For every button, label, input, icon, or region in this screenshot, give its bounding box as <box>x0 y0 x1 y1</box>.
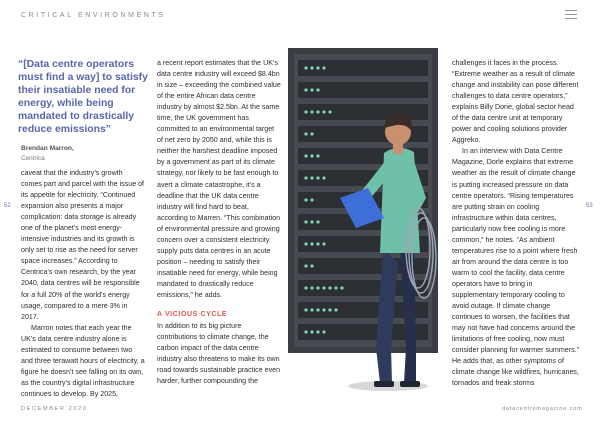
paragraph: Marron notes that each year the UK’s data centre industry alone is estimated to consume between two and three terawatt hours of electricity, a figure he doesn’t see falling on its own, as the country’s digital infrastructure continues to develop. By 2025, <box>21 323 145 398</box>
section-header: CRITICAL ENVIRONMENTS <box>21 12 166 19</box>
quote-attribution-name: Brendan Marron, <box>21 145 74 152</box>
footer-website[interactable]: datacentremagazine.com <box>502 406 583 412</box>
menu-icon[interactable] <box>565 10 577 22</box>
article-column-2 <box>157 58 281 387</box>
technician-server-illustration <box>288 48 448 398</box>
paragraph: caveat that the industry’s growth comes part and parcel with the issue of its appetite for electricity. “Continued expansion also presents a major complication: data storage is already one of the planet’s most energy-intensive industries and its growth is only set to rise as the need for server space increases.” According to Centrica’s own research, by the year 2040, data centres will be responsible for a full 20% of the world’s energy usage, compared to a mere 3% in 2017. <box>21 169 145 321</box>
subheading: A VICIOUS CYCLE <box>157 311 228 319</box>
paragraph: In addition to its big picture contributions to climate change, the carbon impact of the data centre industry also threatens to make its own road towards sustainable practice even harder, further compounding the <box>157 322 281 386</box>
pull-quote: “[Data centre operators must find a way] to satisfy their insatiable need for energy, while being mandated to drastically reduce emissions” <box>18 59 148 136</box>
paragraph: challenges it faces in the process. “Extreme weather as a result of climate change and instability can pose different challenges to data centre operators,” explains Billy Dorie, global sector head of the data centre unit at temporary power and cooling solutions provider Aggreko. <box>452 59 579 145</box>
paragraph: a recent report estimates that the UK’s data centre industry will exceed $8.4bn in size – exceeding the combined value of the entire African data centre industry by almost $2.5bn. At the same time, the UK government has committed to an environmental target of net zero by 2050 and, while this is neither the harshest deadline imposed by a government as part of its climate strategy, nor likely to be fast enough to avert a climate catastrophe, it’s a deadline that the UK data centre industry will find hard to beat, according to Marren. “This combination of environmental pressure and growing concern over a consistent electricity supply puts data centres in an acute position – needing to satisfy their insatiable need for energy, while being mandated to drastically reduce emissions,” he adds. <box>157 59 281 299</box>
footer-date: DECEMBER 2020 <box>21 406 88 412</box>
page-number-left: 52 <box>4 203 11 209</box>
paragraph: In an interview with Data Centre Magazine, Dorle explains that extreme weather as the result of climate change is putting increased pressure on data centre operators. “Rising temperatures are putting strain on cooling infrastructure within data centres, particularly now free cooling is more common,” he notes. “As ambient temperatures rise to a point where fresh air from around the data centre is too warm to cool the facility, data centre operators have to bring in supplementary temporary cooling to avoid outage. If climate change continues to worsen, the facilities that may not have had concerns around the limitations of free cooling, now must consider planning for warmer summers.” He adds that, as other symptoms of climate change like wildfires, hurricanes, tornados and freak storms <box>452 147 579 388</box>
article-column-1 <box>21 168 145 400</box>
quote-attribution-org: Centrica <box>21 155 45 162</box>
article-column-3 <box>452 58 579 389</box>
page-number-right: 53 <box>586 203 593 209</box>
